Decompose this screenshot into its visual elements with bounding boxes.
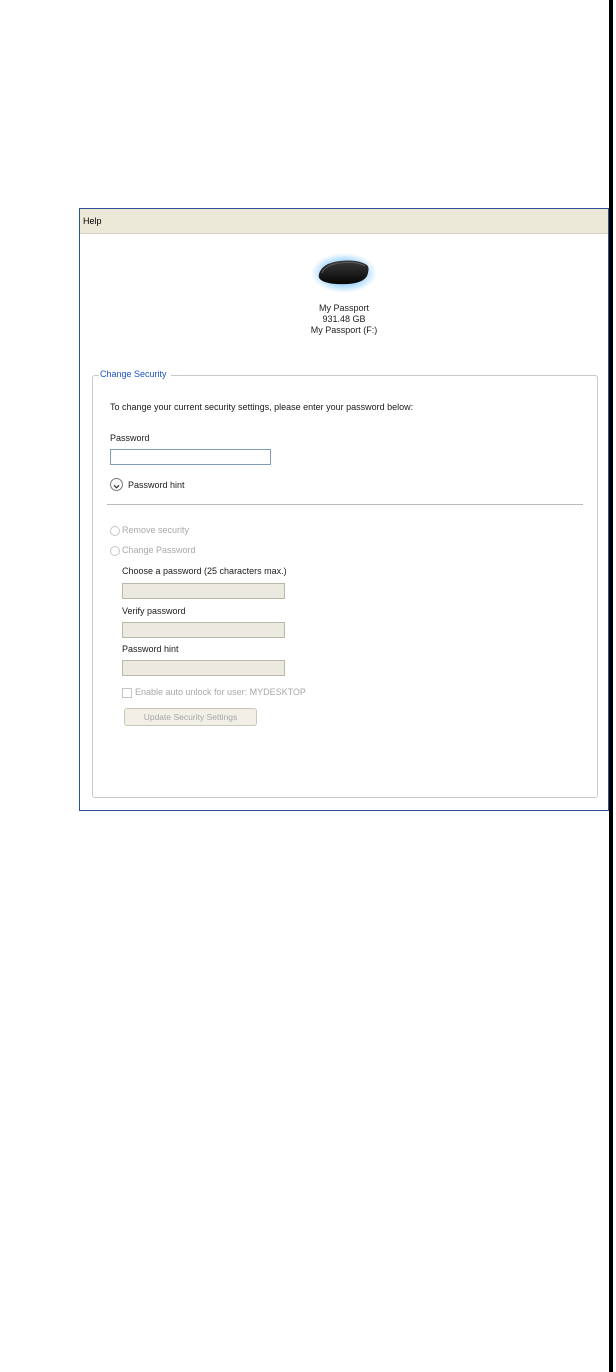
chevron-down-icon bbox=[111, 481, 122, 492]
device-drive: My Passport (F:) bbox=[310, 325, 378, 335]
security-window bbox=[79, 208, 609, 811]
password-label: Password bbox=[110, 433, 150, 443]
auto-unlock-label: Enable auto unlock for user: MYDESKTOP bbox=[135, 687, 306, 697]
choose-password-label: Choose a password (25 characters max.) bbox=[122, 566, 287, 576]
instructions-text: To change your current security settings, please enter your password below: bbox=[110, 402, 414, 412]
help-menu[interactable]: Help bbox=[83, 216, 102, 226]
auto-unlock-checkbox[interactable] bbox=[122, 688, 132, 698]
change-security-group bbox=[92, 369, 598, 798]
group-legend: Change Security bbox=[99, 369, 171, 379]
verify-password-label: Verify password bbox=[122, 606, 186, 616]
menubar bbox=[80, 209, 608, 234]
change-password-radio[interactable] bbox=[110, 546, 120, 556]
divider bbox=[107, 504, 583, 505]
page-edge-bar bbox=[609, 0, 613, 1372]
device-name: My Passport bbox=[318, 303, 369, 313]
password-hint-input[interactable] bbox=[122, 660, 285, 676]
password-input[interactable] bbox=[110, 449, 271, 465]
password-hint-toggle-label[interactable]: Password hint bbox=[128, 480, 185, 490]
verify-password-input[interactable] bbox=[122, 622, 285, 638]
device-capacity: 931.48 GB bbox=[322, 314, 366, 324]
drive-icon bbox=[310, 249, 378, 295]
remove-security-label: Remove security bbox=[122, 525, 190, 535]
update-security-settings-button[interactable]: Update Security Settings bbox=[124, 708, 257, 726]
choose-password-input[interactable] bbox=[122, 583, 285, 599]
change-password-label: Change Password bbox=[122, 545, 196, 555]
remove-security-radio[interactable] bbox=[110, 526, 120, 536]
password-hint-expand-button[interactable] bbox=[110, 478, 123, 491]
device-info bbox=[80, 249, 608, 336]
password-hint-label: Password hint bbox=[122, 644, 179, 654]
